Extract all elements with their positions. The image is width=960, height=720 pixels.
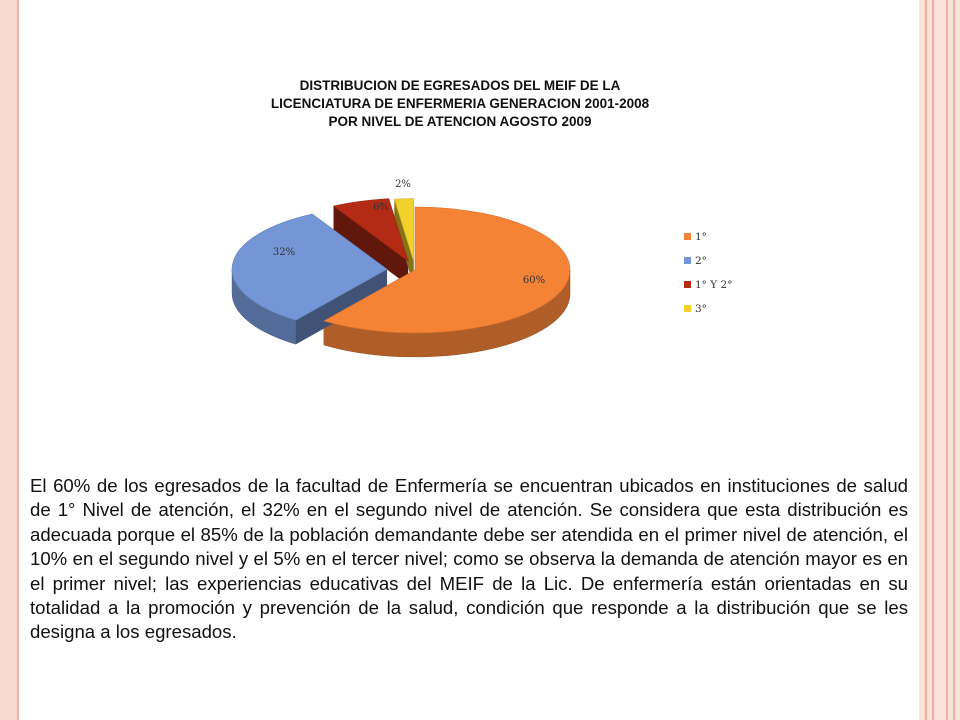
legend-swatch-3 [684, 305, 691, 312]
chart-title-line-3: POR NIVEL DE ATENCION AGOSTO 2009 [328, 114, 592, 129]
legend-label-3: 3° [695, 303, 707, 315]
pie-data-label-0: 60% [522, 275, 546, 286]
legend-swatch-1 [684, 257, 691, 264]
legend-label-2: 1° Y 2° [695, 279, 733, 291]
legend-label-1: 2° [695, 255, 707, 267]
pie-data-label-2: 6% [373, 202, 389, 213]
legend-label-0: 1° [695, 231, 707, 243]
body-paragraph: El 60% de los egresados de la facultad de Enfermería se encuentran ubicados en instituciones de salud de 1° Nivel de atención, el 32% en el segundo nivel de atención. Se considera que esta distribución es adecuada porque el 85% de la población demandante debe ser atendida en el primer nivel de atención, el 10% en el segundo nivel y el 5% en el tercer nivel; como se observa la demanda de atención mayor es en el primer nivel; las experiencias educativas del MEIF de la Lic. De enfermería están orientadas en su totalidad a la promoción y prevención de la salud, condición que responde a la distribución que se les designa a los egresados. [30, 475, 908, 643]
chart-title-line-2: LICENCIATURA DE ENFERMERIA GENERACION 2001-2008 [270, 96, 650, 111]
legend-swatch-0 [684, 233, 691, 240]
legend-swatch-2 [684, 281, 691, 288]
pie-data-label-3: 2% [395, 179, 411, 190]
pie-data-label-1: 32% [272, 247, 296, 258]
chart-title-line-1: DISTRIBUCION DE EGRESADOS DEL MEIF DE LA [299, 78, 621, 93]
